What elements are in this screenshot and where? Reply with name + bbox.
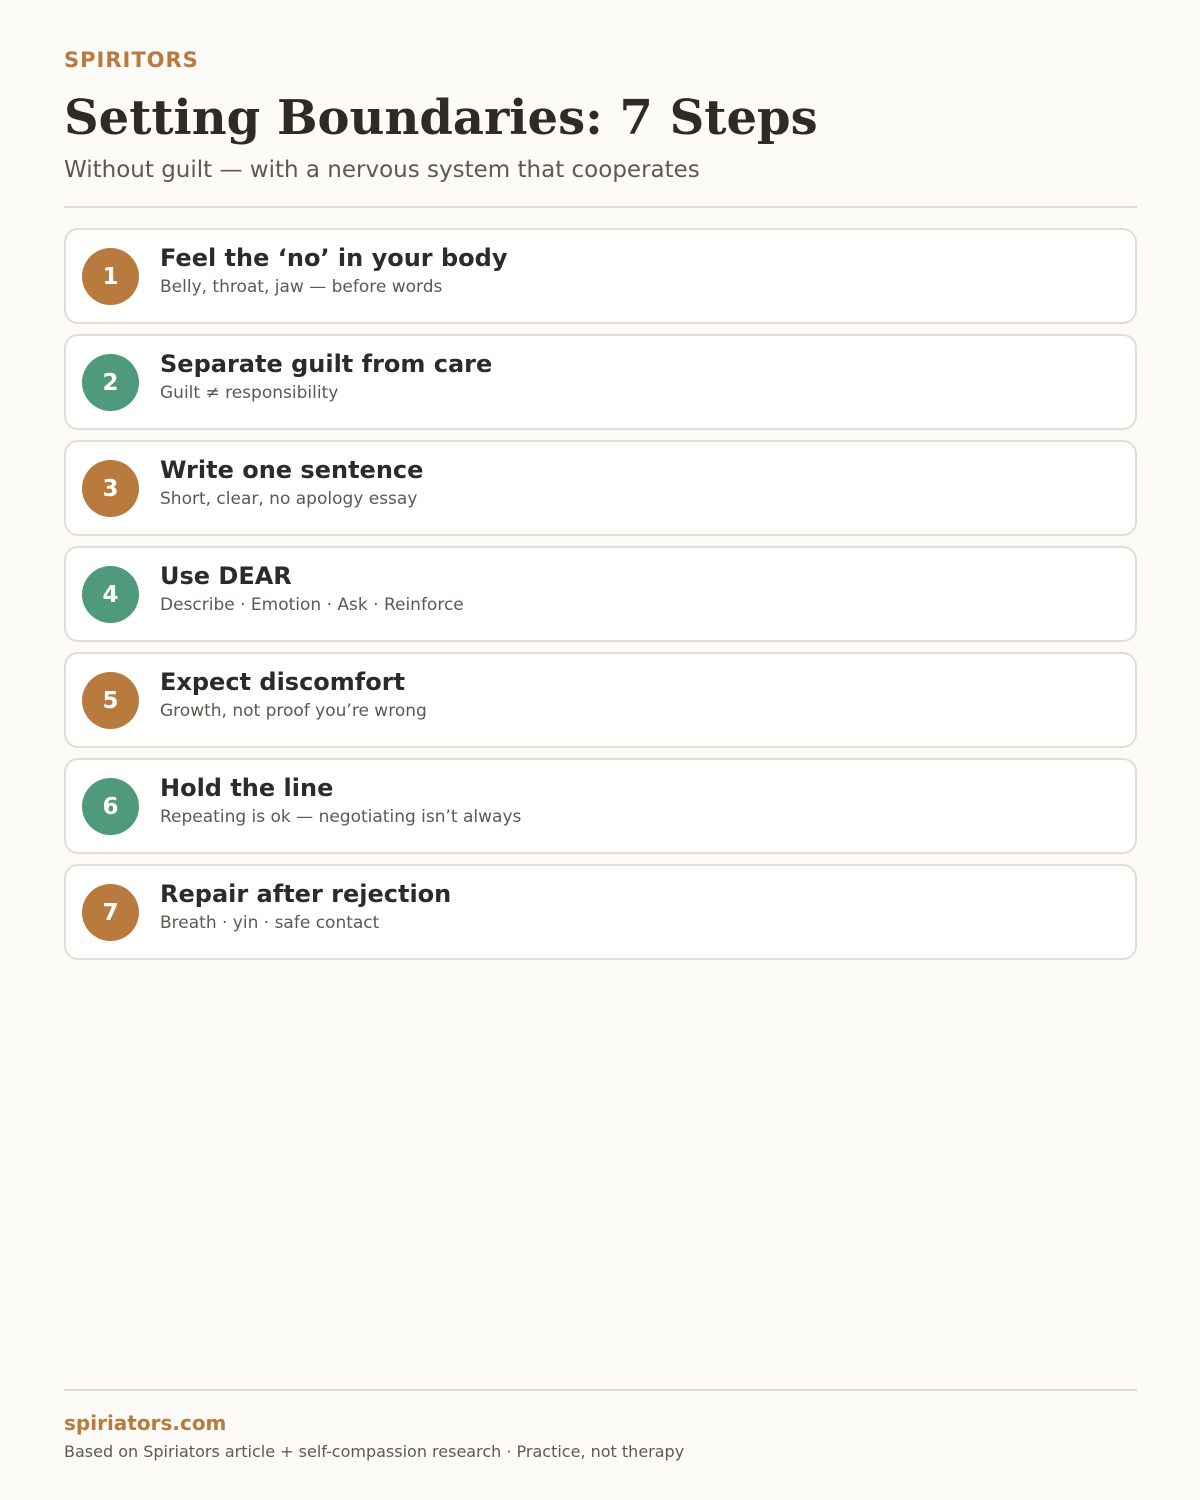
step-card-5 xyxy=(64,652,1137,748)
steps-list xyxy=(64,228,1137,970)
step-card-6 xyxy=(64,758,1137,854)
page-subtitle: Without guilt — with a nervous system that cooperates xyxy=(64,157,700,183)
step-description: Repeating is ok — negotiating isn’t always xyxy=(160,807,522,827)
step-number-badge: 6 xyxy=(82,778,139,835)
step-title: Expect discomfort xyxy=(160,668,406,696)
step-description: Short, clear, no apology essay xyxy=(160,489,418,509)
infographic-page xyxy=(64,0,1137,1500)
page-title: Setting Boundaries: 7 Steps xyxy=(64,90,818,146)
step-title: Repair after rejection xyxy=(160,880,452,908)
step-title: Write one sentence xyxy=(160,456,424,484)
footer-divider xyxy=(64,1389,1137,1391)
step-number-badge: 5 xyxy=(82,672,139,729)
footer-note: Based on Spiriators article + self-compassion research · Practice, not therapy xyxy=(64,1442,685,1461)
step-title: Use DEAR xyxy=(160,562,292,590)
step-title: Separate guilt from care xyxy=(160,350,493,378)
footer-site-link[interactable]: spiriators.com xyxy=(64,1411,227,1435)
step-description: Growth, not proof you’re wrong xyxy=(160,701,427,721)
step-description: Breath · yin · safe contact xyxy=(160,913,380,933)
step-title: Hold the line xyxy=(160,774,334,802)
step-description: Describe · Emotion · Ask · Reinforce xyxy=(160,595,464,615)
step-number-badge: 3 xyxy=(82,460,139,517)
step-card-4 xyxy=(64,546,1137,642)
step-card-1 xyxy=(64,228,1137,324)
step-number-badge: 1 xyxy=(82,248,139,305)
step-number-badge: 7 xyxy=(82,884,139,941)
step-card-3 xyxy=(64,440,1137,536)
step-card-7 xyxy=(64,864,1137,960)
step-number-badge: 4 xyxy=(82,566,139,623)
step-number-badge: 2 xyxy=(82,354,139,411)
step-card-2 xyxy=(64,334,1137,430)
step-title: Feel the ‘no’ in your body xyxy=(160,244,508,272)
header-divider xyxy=(64,206,1137,208)
brand-label: SPIRITORS xyxy=(64,48,199,72)
step-description: Guilt ≠ responsibility xyxy=(160,383,339,403)
step-description: Belly, throat, jaw — before words xyxy=(160,277,443,297)
